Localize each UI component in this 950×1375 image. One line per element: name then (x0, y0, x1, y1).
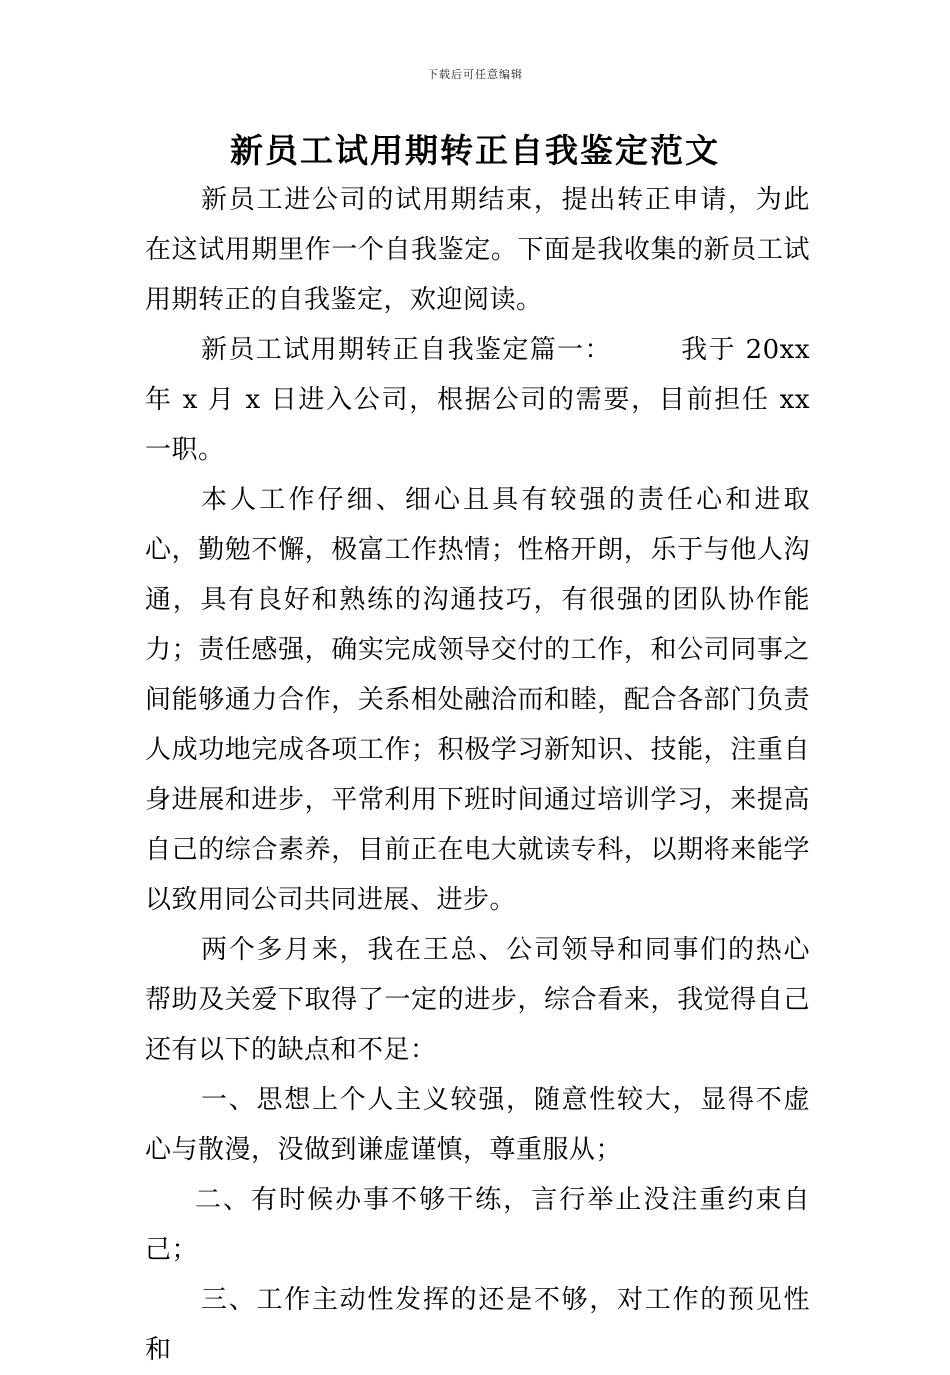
document-body (145, 175, 810, 1375)
paragraph-section-one-start: 新员工试用期转正自我鉴定篇一： 我于 20xx 年 x 月 x 日进入公司，根据公司的需要，目前担任 xx 一职。 (145, 335, 810, 465)
shortcoming-item-2: 二、有时候办事不够干练，言行举止没注重约束自己； (145, 1185, 810, 1265)
shortcoming-item-3: 三、工作主动性发挥的还是不够，对工作的预见性和 (145, 1285, 810, 1365)
shortcoming-item-1: 一、思想上个人主义较强，随意性较大，显得不虚心与散漫，没做到谦虚谨慎，尊重服从； (145, 1085, 810, 1165)
document-title: 新员工试用期转正自我鉴定范文 (230, 131, 720, 170)
header-note: 下载后可任意编辑 (427, 68, 523, 81)
paragraph-progress: 两个多月来，我在王总、公司领导和同事们的热心帮助及关爱下取得了一定的进步，综合看来，我觉得自己还有以下的缺点和不足： (145, 935, 810, 1065)
paragraph-self-assessment: 本人工作仔细、细心且具有较强的责任心和进取心，勤勉不懈，极富工作热情；性格开朗，乐于与他人沟通，具有良好和熟练的沟通技巧，有很强的团队协作能力；责任感强，确实完成领导交付的工作，和公司同事之间能够通力合作，关系相处融洽而和睦，配合各部门负责人成功地完成各项工作；积极学习新知识、技能，注重自身进展和进步，平常利用下班时间通过培训学习，来提高自己的综合素养，目前正在电大就读专科，以期将来能学以致用同公司共同进展、进步。 (145, 485, 810, 915)
paragraph-intro: 新员工进公司的试用期结束，提出转正申请，为此在这试用期里作一个自我鉴定。下面是我收集的新员工试用期转正的自我鉴定，欢迎阅读。 (145, 185, 810, 315)
